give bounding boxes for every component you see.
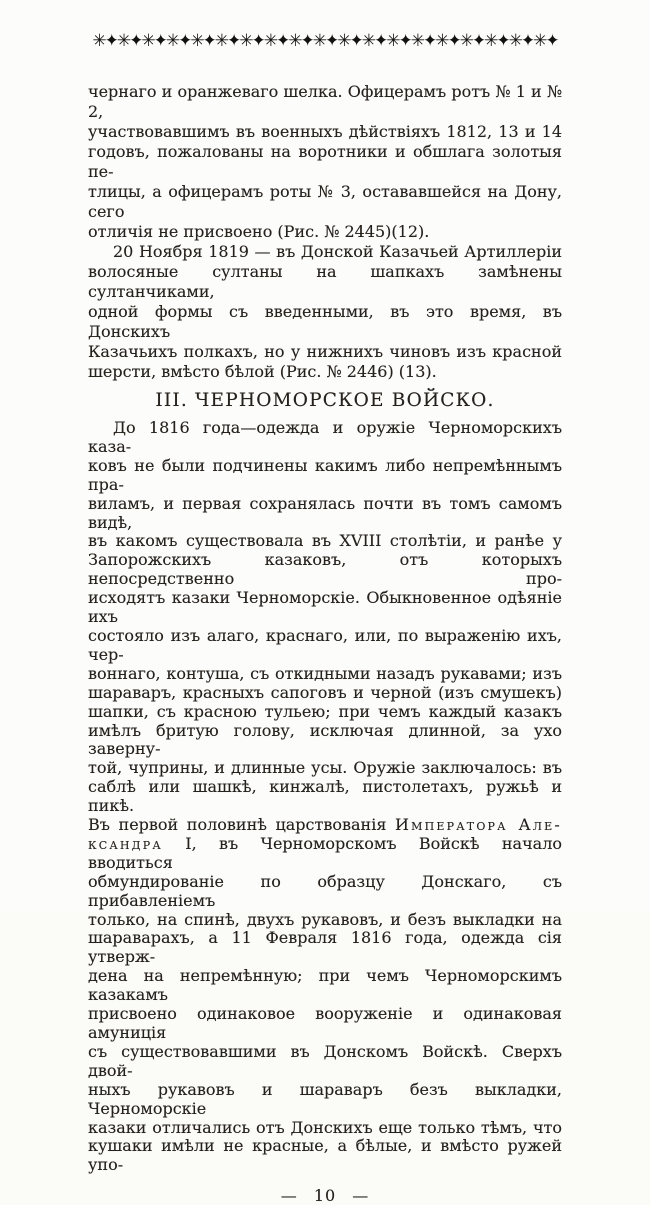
emphasized-smallcaps-text: Императора Але- [395, 815, 562, 835]
emphasized-smallcaps-text: ксандра [88, 833, 163, 853]
text-line: ковъ не были подчинены какимъ либо непремѣннымъ пра- [88, 455, 562, 494]
text-line: волосяные султаны на шапкахъ замѣнены султанчиками, [88, 262, 562, 301]
text-line: только, на спинѣ, двухъ рукавовъ, и безъ выкладки на [88, 909, 562, 929]
text-line: шараваръ, красныхъ сапоговъ и черной (изъ смушекъ) [88, 682, 562, 702]
text-line: шапки, съ красною тульею; при чемъ каждый казакъ [88, 701, 562, 721]
decorative-border-ornament: ✳✦✳✦✳✦✳✦✳✦✳✦✳✦✳✦✳✦✳✦✳✦✳✦✳✦✳✦✳✦✳✦✳✦✳✦✳✦ [92, 31, 558, 51]
text-line: годовъ, пожалованы на воротники и обшлага золотыя пе- [88, 142, 562, 181]
text-line: въ какомъ существовала въ XVIII столѣтіи, и ранѣе у [88, 531, 562, 551]
text-line: отличія не присвоено (Рис. № 2445)(12). [88, 222, 430, 241]
text-line: дена на непремѣнную; при чемъ Черноморскимъ казакамъ [88, 966, 562, 1005]
text-line: той, чуприны, и длинные усы. Оружіе заключалось: въ [88, 758, 562, 778]
text-line: одной формы съ введенными, въ это время, въ Донскихъ [88, 302, 562, 341]
text-line: шерсти, вмѣсто бѣлой (Рис. № 2446) (13). [88, 362, 437, 381]
text-block [88, 82, 562, 1205]
text-line [88, 835, 562, 873]
text-line: участвовавшимъ въ военныхъ дѣйствіяхъ 1812, 13 и 14 [88, 122, 562, 141]
text-line: обмундированіе по образцу Донскаго, съ прибавленіемъ [88, 871, 562, 910]
text-line: состояло изъ алаго, краснаго, или, по выраженію ихъ, чер- [88, 625, 562, 664]
text-segment: Въ первой половинѣ царствованія [88, 815, 396, 835]
text-line: ныхъ рукавовъ и шараваръ безъ выкладки, Черноморскіе [88, 1079, 562, 1118]
text-line: До 1816 года—одежда и оружіе Черноморскихъ каза- [88, 418, 562, 456]
text-line: 20 Ноября 1819 — въ Донской Казачьей Артиллеріи [113, 242, 562, 261]
section-heading-chernomorskoe-voisko: III. ЧЕРНОМОРСКОЕ ВОЙСКО. [155, 390, 495, 411]
text-line: шараварахъ, а 11 Февраля 1816 года, одежда сія утверж- [88, 928, 562, 967]
text-line: Запорожскихъ казаковъ, отъ которыхъ непосредственно про- [88, 550, 562, 589]
text-line: саблѣ или шашкѣ, кинжалѣ, пистолетахъ, ружьѣ и пикѣ. [88, 777, 562, 816]
text-line: тлицы, а офицерамъ роты № 3, остававшейся на Дону, сего [88, 182, 562, 221]
text-line: имѣлъ бритую голову, исключая длинной, за ухо заверну- [88, 720, 562, 759]
text-line: съ существовавшими въ Донскомъ Войскѣ. Сверхъ двой- [88, 1041, 562, 1080]
text-line: виламъ, и первая сохранялась почти въ томъ самомъ видѣ, [88, 493, 562, 532]
paragraph-officers-rotes [88, 82, 562, 242]
text-line: присвоено одинаковое вооруженіе и одинаковая амуниція [88, 1004, 562, 1042]
text-line: казаки отличались отъ Донскихъ еще только тѣмъ, что [88, 1117, 562, 1137]
text-segment: I, въ Черноморскомъ Войскѣ начало вводиться [88, 833, 562, 872]
text-line: исходятъ казаки Черноморскіе. Обыкновенное одѣяніе ихъ [88, 588, 562, 627]
paragraph-don-artillery [88, 242, 562, 382]
text-line [88, 816, 562, 835]
paragraph-chernomorskie-cossacks [88, 419, 562, 1175]
text-line: чернаго и оранжеваго шелка. Офицерамъ ротъ № 1 и № 2, [88, 82, 562, 121]
page-number: — 10 — [280, 1186, 370, 1205]
text-line: воннаго, контуша, съ откидными назадъ рукавами; изъ [88, 663, 562, 683]
text-line: Казачьихъ полкахъ, но у нижнихъ чиновъ изъ красной [88, 342, 562, 361]
text-line: кушаки имѣли не красные, а бѣлые, и вмѣсто ружей упо- [88, 1136, 562, 1175]
